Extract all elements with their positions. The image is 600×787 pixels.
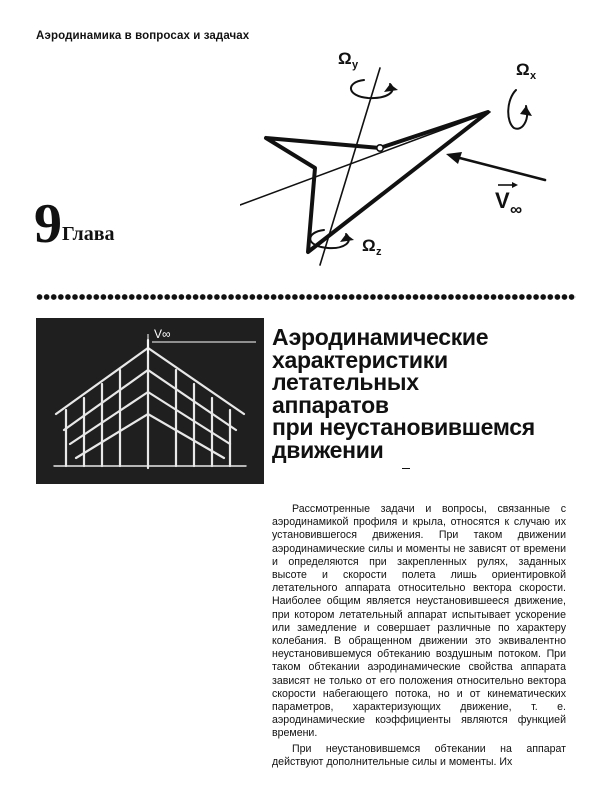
- photo-label-v-inf: V∞: [154, 327, 171, 341]
- label-omega-x-sub: x: [530, 70, 537, 82]
- paragraph: Рассмотренные задачи и вопросы, связанные с аэродинамикой профиля и крыла, относятся к случаю их установившегося движения. При таком движении аэродинамические силы и моменты не зависят от времени и определяются при закрепленных рулях, заданных высоте и скорости полета лишь ориентировкой летательного аппарата относительно вектора скорости. Наиболее общим является неустановившееся движение, при котором летательный аппарат испытывает ускорение или замедление и совершает различные по характеру колебания. В обращенном движении это эквивалентно неустановившемуся обтеканию воздушным потоком. При таком обтекании аэродинамические свойства аппарата зависят не только от его положения относительно вектора скорости набегающего потока, но и от кинематических параметров, характеризующих движение, т. е. аэродинамические коэффициенты являются функцией времени.: [272, 503, 566, 740]
- vector-bar-head: [512, 182, 518, 188]
- wing-outline: [266, 112, 488, 252]
- label-v-inf-sub: ∞: [510, 200, 523, 219]
- running-head: Аэродинамика в вопросах и задачах: [36, 30, 250, 42]
- label-omega-x: Ω: [516, 60, 530, 79]
- chapter-title: [272, 326, 572, 461]
- dotted-divider: [36, 293, 576, 301]
- label-omega-y: Ω: [338, 49, 352, 68]
- label-v-inf: V: [495, 188, 510, 213]
- chapter-heading: [34, 193, 115, 255]
- title-line: движении: [272, 436, 384, 463]
- title-line: летательных: [272, 369, 419, 395]
- title-underline-mark: [402, 468, 410, 469]
- rotation-arrowhead-x: [520, 106, 532, 116]
- body-text: [272, 503, 566, 769]
- title-line: характеристики: [272, 346, 448, 373]
- rotation-arrowhead-z: [340, 234, 354, 242]
- rotation-arrowhead-y: [384, 84, 398, 92]
- wing-flow-photo: [36, 318, 264, 484]
- title-line: аппаратов: [272, 391, 389, 418]
- center-of-mass: [377, 145, 383, 151]
- chapter-word: Глава: [62, 223, 115, 245]
- velocity-vector-line: [452, 156, 545, 180]
- velocity-arrowhead: [446, 152, 462, 164]
- label-omega-z-sub: z: [376, 246, 382, 258]
- aircraft-axes-diagram: [240, 40, 580, 275]
- title-line: Аэродинамические: [272, 324, 489, 350]
- label-omega-z: Ω: [362, 236, 376, 255]
- chapter-number: 9: [34, 193, 60, 255]
- title-line: при неустановившемся: [272, 414, 535, 440]
- label-omega-y-sub: y: [352, 59, 359, 71]
- paragraph: При неустановившемся обтекании на аппарат действуют дополнительные силы и моменты. Их: [272, 742, 566, 768]
